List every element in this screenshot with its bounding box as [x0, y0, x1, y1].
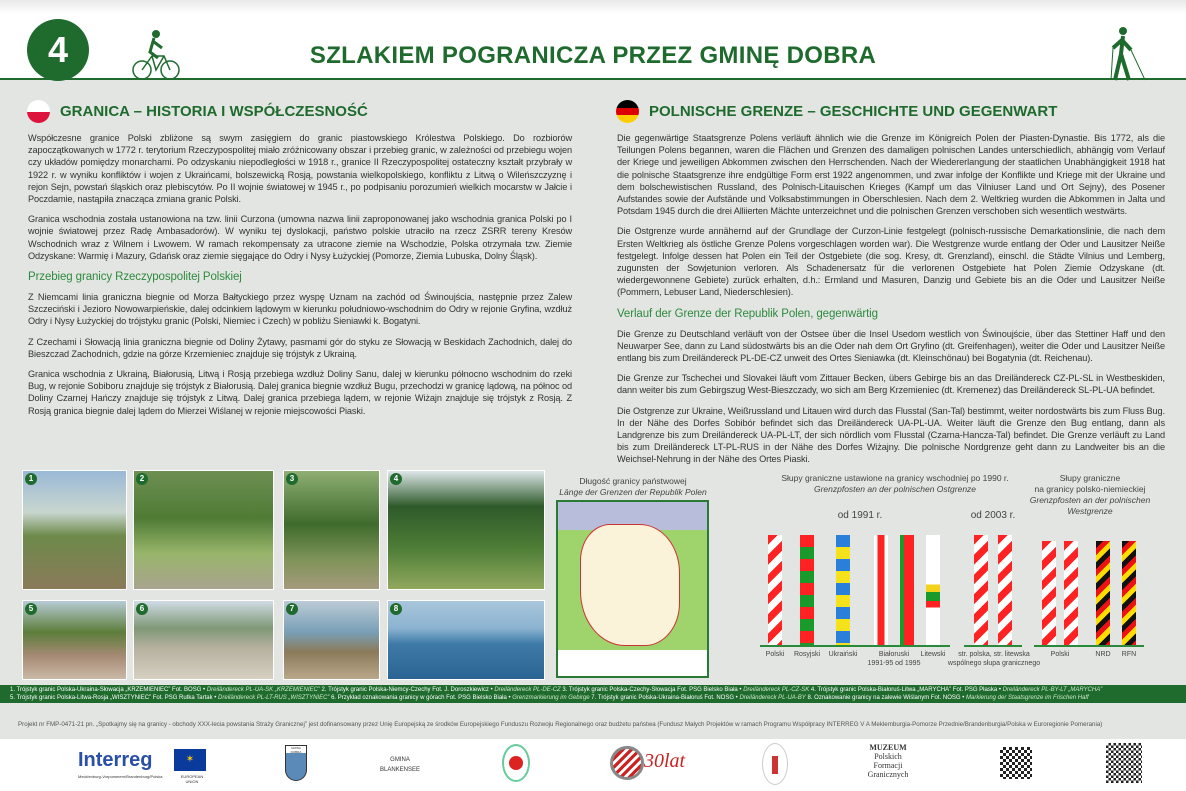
label-belarus-post: Białoruski 1991-95 od 1995 [867, 651, 921, 667]
header [0, 0, 1186, 80]
label-lithuanian-post: Litewski [920, 651, 946, 658]
trail-number: 4 [27, 19, 89, 81]
post-ddr [1096, 541, 1110, 645]
emblem-logo [762, 743, 788, 785]
post-frg [1122, 541, 1136, 645]
post-belarus-1991 [874, 535, 888, 645]
post-polish [768, 535, 782, 645]
posts-diagram [760, 525, 1170, 645]
photo-1: 1 [22, 470, 127, 590]
photo-2: 2 [133, 470, 274, 590]
photo-3: 3 [283, 470, 380, 590]
interreg-logo: Interreg Mecklenburg-Vorpommern/Brandenburg/Polska ✶ EUROPEAN UNION [40, 747, 210, 783]
post-west-polish-1 [1042, 541, 1056, 645]
since-1991-label: od 1991 r. [837, 510, 883, 521]
poland-border-map [556, 500, 709, 678]
border-guard-emblem [502, 744, 530, 782]
page-title: SZLAKIEM POGRANICZA PRZEZ GMINĘ DOBRA [309, 42, 877, 69]
text-column-de: Die gegenwärtige Staatsgrenze Polens verläuft ähnlich wie die Grenze im Königreich Polen der Piasten-Dynastie. Bis 1772, als die Teilungen Polens begannen, waren die Flächen und Grenzen des damaligen polnischen Landes unterschiedlich, abhängig vom Verlauf der Kriege und jeweiligen Abkommen zwischen den Herrschenden. Nach der Wiedererlangung der staatlichen Unabhängigkeit 1918 hat die polnische Staatsgrenze ihre endgültige Form erst 1922 angenommen, und zwar infolge der Konflikte und Kriege mit der Ukraine und dem bolschewistischen Russland, des Polnisch-Litauischen Krieges (Kampf um das Vilniuser Land und Ort Sejny), des Posener Aufstandes sowie der Aufstände und Volksabstimmungen in Oberschlesien. Nach dem 2. Weltkrieg wurden die Abkommen in Jalta und Potsdam 1945 durch die drei Alliierten Mächte unterzeichnet und die polnischen Grenzen verschoben sich wesentlich westwärts. Die Ostgrenze wurde annähernd auf der Grundlage der Curzon-Linie festgelegt (polnisch-russische Demarkationslinie, die nach dem Ersten Weltkrieg als östliche Grenze Polens vorgeschlagen worden war). Die Westgrenze wurde entlang der Oder und Lausitzer Neiße festgelegt. Infolge dessen hat Polen ein Teil der Ostgebiete (die sog. Kresy, dt. Grenzland), einschl. die Städte Vilnius und Lemberg, zugunsten der Sowjetunion verloren. Als Schadenersatz für die verlorenen Ostgebiete hat Polen Ziemie Odzyskane (dt. wiedergewonnene Gebiete) zurück erhalten, d.h.: Ermland und Masuren, Danzig und Gebiete bis an die Oder und Lausitzer Neiße (Pommern, Lebuser Land, Niederschlesien). Verlauf der Grenze der Republik Polen, gegenwärtig Die Grenze zu Deutschland verläuft von der Ostsee über die Insel Usedom westlich von Świnoujście, über das Stettiner Haff und den Neuwarper See, dann zu Land südostwärts bis an die Oder nah dem Ort Gryfino (dt. Greifenhagen), weiter die Oder und Lausitzer Neiße entlang bis zum Dreiländereck PL-DE-CZ unweit des Ortes Sieniawka (dt. Kleinschönau) bei Bogatynia (dt. Reichenau). Die Grenze zur Tschechei und Slovakei läuft vom Zittauer Becken, übers Gebirge bis an das Dreiländereck CZ-PL-SL in Westbeskiden, dann weiter bis zum Gebirgszug West-Bieszczady, wo sich am Berg Krzemieniec (dt. Kremenez) das Dreiländereck SL-PL-UA befindet. Die Ostgrenze zur Ukraine, Weißrussland und Litauen wird durch das Flusstal (San-Tal) bestimmt, weiter nordostwärts bis zum Fluss Bug. In der Nähe des Dorfes Sobibór befindet sich das Dreiländereck UA-PL-UA. Weiter läuft die Grenze den Bug entlang, dann als Landgrenze bis zum Dreiländereck UA-PL-LT, der sich nördlich vom Flusstal (Czarna-Hancza-Tal) befindet. Die Grenze verläuft zu Land bis zum Dreiländereck LT-PL-RUS in der Nähe des Dorfes Wiżajny. Die polnische Nordgrenze geht dann zu Landweiter bis an die Weichsel-Nehrung in der Nähe des Ortes Piaski. [617, 133, 1165, 465]
post-russian [800, 535, 814, 645]
hiker-icon [1105, 26, 1165, 82]
eu-flag-icon: ✶ [174, 749, 206, 771]
label-polish-post: Polski [765, 651, 785, 658]
polish-flag-icon [27, 100, 50, 123]
post-west-polish-2 [1064, 541, 1078, 645]
funding-note: Projekt nr FMP-0471-21 pn. „Spotkajmy się na granicy - obchody XXX-lecia powstania Straży Granicznej” jest dofinansowany przez Unię Europejską ze środków Europejskiego Funduszu Rozwoju Regionalnego oraz budżetu państwa (Fundusz Małych Projektów w ramach Programu Współpracy INTERREG V A Meklemburgia-Pomorze Przednie/Brandenburgia/Polska w Euroregionie Pomerania) [18, 721, 1103, 728]
photo-8: 8 [387, 600, 545, 680]
logo-bar [0, 739, 1186, 791]
gmina-blankensee-logo: GMINA BLANKENSEE [379, 757, 421, 773]
section-heading-de: POLNISCHE GRENZE – GESCHICHTE UND GEGENWART [616, 100, 1057, 123]
post-belarus-1995 [900, 535, 914, 645]
section-heading-pl: GRANICA – HISTORIA I WSPÓŁCZESNOŚĆ [27, 100, 368, 123]
label-frg: RFN [1121, 651, 1137, 658]
label-ddr: NRD [1095, 651, 1111, 658]
post-lithuanian [926, 535, 940, 645]
30-years-logo: 30lat [610, 744, 686, 784]
photo-captions: 1. Trójstyk granic Polska-Ukraina-Słowacja „KRZEMIENIEC” Fot. BOSG • Dreiländereck PL-UA-SK „KRZEMIENIEC” 2. Trójstyk granic Polska-Niemcy-Czechy Fot. J. Doroszkiewicz • Dreiländereck PL-DE-CZ 3. Trójstyk granic Polska-Czechy-Słowacja Fot. PSG Bielsko Biała • Dreiländereck PL-CZ-SK 4. Trójstyk granic Polska-Białoruś-Litwa „MARYCHA” Fot. PSG Płaska • Dreiländereck PL-BY-LT „MARYCHA” 5. Trójstyk granic Polska-Litwa-Rosja „WISZTYNIEC” Fot. PSG Rutka Tartak • Dreiländereck PL-LT-RUS „WISZTYNIEC” 6. Przykład oznakowania granicy w górach Fot. PSG Bielsko Biała • Grenzmarkierung im Gebirge 7. Trójstyk granic Polska-Ukraina-Białoruś Fot. NOSG • Dreiländereck PL-UA-BY 8. Oznakowanie granicy na zalewie Wiślanym Fot. NOSG • Markierung der Staatsgrenze im Frischen Haff [0, 685, 1186, 703]
photo-5: 5 [22, 600, 127, 680]
qr-code-2[interactable] [1106, 743, 1142, 783]
map-title: Długość granicy państwowej Länge der Grenzen der Republik Polen [559, 476, 707, 497]
label-ukrainian-post: Ukraiński [828, 651, 858, 658]
label-russian-post: Rosyjski [793, 651, 821, 658]
qr-code-1[interactable] [1000, 747, 1032, 779]
since-2003-label: od 2003 r. [970, 510, 1016, 521]
photo-7: 7 [283, 600, 380, 680]
post-ukrainian [836, 535, 850, 645]
german-flag-icon [616, 100, 639, 123]
photo-4: 4 [387, 470, 545, 590]
label-west-polish: Polski [1050, 651, 1070, 658]
text-column-pl: Współczesne granice Polski zbliżone są swym zasięgiem do granic piastowskiego Królestwa Polskiego. Do rozbiorów zapoczątkowanych w 1772 r. terytorium Rzeczypospolitej miało zróżnicowany obszar i przebieg granic, w zależności od przebiegu wojen czy układów pomiędzy monarchami. Po odzyskaniu niepodległości w 1918 r., granice II Rzeczypospolitej ostateczny kształt przybrały w 1922 r. w wyniku konfliktów i wojen z Ukraińcami, bolszewicką Rosją, powstania wielkopolskiego, konfliktu z Litwą o Wileńszczyznę i rejon Sejn, powstań śląskich oraz plebiscytów. Po II wojnie światowej w 1945 r., po podpisaniu porozumień wielkich mocarstw w Jałcie i Poczdamie, nastąpiła znacząca zmiana granic Polski. Granica wschodnia została ustanowiona na tzw. linii Curzona (umowna nazwa linii zaproponowanej jako wschodnia granica Polski po I wojnie światowej przez Radę Ambasadorów). W wyniku tej dyslokacji, państwo polskie utraciło na rzecz ZSRR tereny Kresów Wschodnich wraz z Wilnem i Lwowem. W ramach rekompensaty za utracone ziemie na Wschodzie, Polska otrzymała tzw. Ziemie Odzyskane: Warmię i Mazury, Gdańsk oraz ziemie sięgające do Odry i Nysy Łużyckiej (Pomorze, Ziemia Lubuska, Dolny Śląsk). Przebieg granicy Rzeczypospolitej Polskiej Z Niemcami linia graniczna biegnie od Morza Bałtyckiego przez wyspę Uznam na zachód od Świnoujścia, następnie przez Zalew Szczeciński i Jezioro Nowowarpieńskie, dalej odcinkiem lądowym w kierunku południowo-wschodnim do Odry w rejonie Gryfina, wzdłuż Odry i Nysy Łużyckiej do trójstyku granic (Polski, Niemiec i Czech) w pobliżu Sieniawki k. Bogatyni. Z Czechami i Słowacją linia graniczna biegnie od Doliny Żytawy, pasmami gór do styku ze Słowacją w Beskidach Zachodnich, dalej do Bieszczad Zachodnich, gdzie na górze Krzemieniec znajduje się trójstyk z Ukrainą. Granica wschodnia z Ukrainą, Białorusią, Litwą i Rosją przebiega wzdłuż Doliny Sanu, dalej w kierunku północno wschodnim do rzeki Bug, w rejonie Sobiboru znajduje się trójstyk z Białorusią. Dalej granica biegnie wzdłuż Bugu, przechodzi w granicę lądową, na północ od Doliny Czarnej Hańczy znajduje się trójstyk z Litwą. Dalej granica przebiega lądem, w rejonie Wiżajn znajduje się trójstyk z Rosją. Z Rosją granica biegnie dalej lądem do Mierzei Wiślanej w rejonie miejscowości Piaski. [28, 133, 572, 416]
label-shared-post: str. polska, str. litewska wspólnego słupa granicznego [947, 651, 1041, 667]
west-posts-title: Słupy graniczne na granicy polsko-niemieckiej Grenzpfosten an der polnischen Westgrenze [1029, 473, 1151, 516]
post-shared-lt [998, 535, 1012, 645]
museum-logo: MUZEUM Polskich Formacji Granicznych [867, 743, 909, 779]
gmina-dobra-crest: GMINA DOBRA [285, 745, 307, 781]
photo-6: 6 [133, 600, 274, 680]
east-posts-title: Słupy graniczne ustawione na granicy wschodniej po 1990 r. Grenzpfosten an der polnischen Ostgrenze [781, 473, 1009, 494]
post-shared-pl [974, 535, 988, 645]
